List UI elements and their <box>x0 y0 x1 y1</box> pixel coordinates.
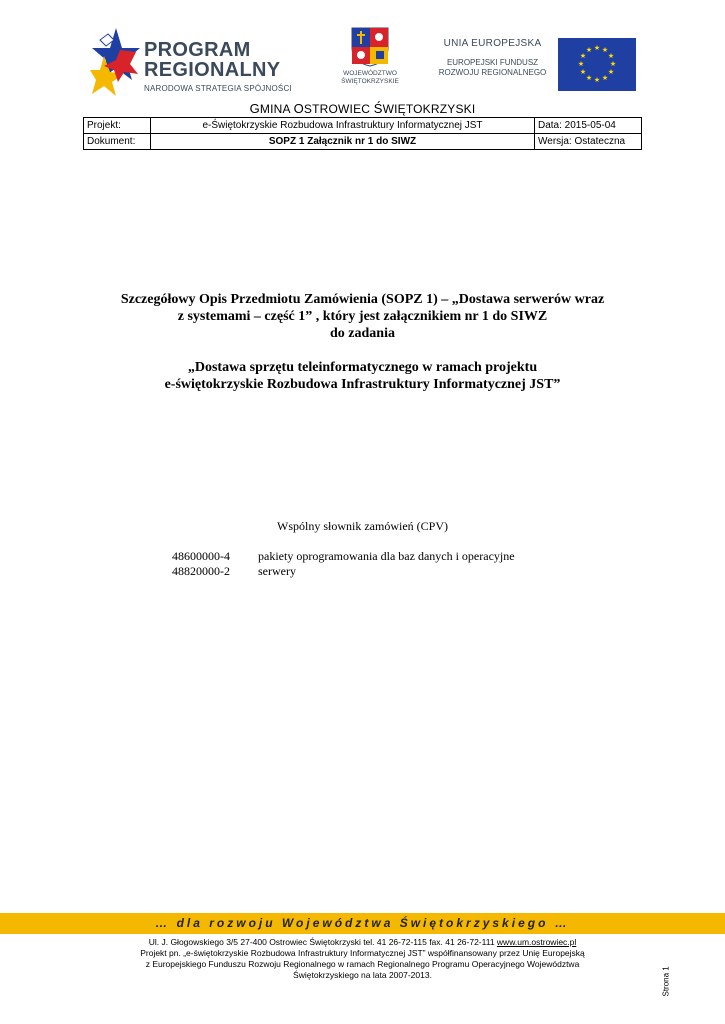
cpv-code: 48820000-2 <box>172 564 230 578</box>
date-cell: Data: 2015-05-04 <box>535 118 642 134</box>
program-line2: REGIONALNY <box>144 59 281 81</box>
svg-text:★: ★ <box>607 52 615 60</box>
version-cell: Wersja: Ostateczna <box>535 134 642 150</box>
header-logos <box>90 22 635 97</box>
svg-text:★: ★ <box>579 52 587 60</box>
document-value: SOPZ 1 Załącznik nr 1 do SIWZ <box>151 134 535 150</box>
svg-text:★: ★ <box>609 60 617 68</box>
cpv-heading: Wspólny słownik zamówień (CPV) <box>277 519 448 533</box>
header-row-project <box>84 118 642 134</box>
gmina-first-letter: G <box>249 101 260 116</box>
ue-subtitle <box>430 58 555 78</box>
cpv-description: pakiety oprogramowania dla baz danych i operacyjne <box>258 549 515 563</box>
ostrowiec-first-letter: O <box>293 101 304 116</box>
cpv-description: serwery <box>258 564 296 578</box>
footer-line3: z Europejskiego Funduszu Rozwoju Regionalnego w ramach Regionalnego Programu Operacyjnego Województwa <box>145 959 580 969</box>
svg-text:★: ★ <box>585 74 593 82</box>
footer-slogan: … dla rozwoju Województwa Świętokrzyskiego … <box>155 916 570 930</box>
program-regionalny-logo <box>90 26 320 96</box>
cpv-code: 48600000-4 <box>172 549 230 563</box>
ue-logo-text <box>430 38 555 78</box>
wojewodztwo-logo <box>338 24 402 96</box>
svg-text:★: ★ <box>607 68 615 76</box>
footer-address-line <box>0 937 725 948</box>
page-number-text: Strona 1 <box>661 966 671 997</box>
subtitle-line2: e-świętokrzyskie Rozbudowa Infrastruktury Informatycznej JST” <box>164 377 561 392</box>
project-label: Projekt: <box>84 118 151 134</box>
svg-text:★: ★ <box>593 76 601 84</box>
page-number <box>660 938 672 997</box>
document-title <box>0 291 725 342</box>
header-row-document <box>84 134 642 150</box>
subtitle-line1: „Dostawa sprzętu teleinformatycznego w ramach projektu <box>187 360 538 375</box>
swietokrzyski-first-letter: Ś <box>373 101 383 116</box>
svg-text:★: ★ <box>577 60 585 68</box>
municipality-title <box>0 101 725 116</box>
document-label: Dokument: <box>84 134 151 150</box>
footer-line2: Projekt pn. „e-świętokrzyskie Rozbudowa Infrastruktury Informatycznej JST” współfinansowany przez Unię Europejską <box>140 948 585 958</box>
swietokrzyski-rest: WIĘTOKRZYSKI <box>382 102 476 116</box>
program-subtitle: NARODOWA STRATEGIA SPÓJNOŚCI <box>144 84 292 93</box>
svg-text:★: ★ <box>601 74 609 82</box>
ue-title: UNIA EUROPEJSKA <box>443 38 542 49</box>
task-title <box>0 359 725 393</box>
star-logo-icon <box>90 26 142 96</box>
cpv-item <box>172 549 515 564</box>
woj-line2: ŚWIĘTOKRZYSKIE <box>341 78 399 85</box>
footer-info <box>0 937 725 981</box>
gmina-rest: MINA <box>259 102 294 116</box>
program-line1: PROGRAM <box>144 39 251 61</box>
coat-of-arms-icon <box>348 24 392 68</box>
svg-text:★: ★ <box>585 46 593 54</box>
woj-line1: WOJEWÓDZTWO <box>343 70 397 77</box>
ue-sub-line1: EUROPEJSKI FUNDUSZ <box>446 58 539 67</box>
title-line3: do zadania <box>330 326 395 341</box>
svg-text:★: ★ <box>601 46 609 54</box>
wojewodztwo-text <box>338 70 402 86</box>
ostrowiec-rest: STROWIEC <box>303 102 374 116</box>
title-line1: Szczegółowy Opis Przedmiotu Zamówienia (SOPZ 1) – „Dostawa serwerów wraz <box>120 292 605 307</box>
svg-text:★: ★ <box>579 68 587 76</box>
footer-slogan-band <box>0 913 725 934</box>
title-line2: z systemami – część 1” , który jest załącznikiem nr 1 do SIWZ <box>177 309 548 324</box>
cpv-item <box>172 564 296 579</box>
document-header-table <box>83 117 642 150</box>
program-logo-text <box>144 40 292 93</box>
project-value: e-Świętokrzyskie Rozbudowa Infrastruktury Informatycznej JST <box>151 118 535 134</box>
ue-sub-line2: ROZWOJU REGIONALNEGO <box>438 68 547 77</box>
footer-website-link[interactable]: www.um.ostrowiec.pl <box>496 937 577 947</box>
footer-address: Ul. J. Głogowskiego 3/5 27-400 Ostrowiec Świętokrzyski tel. 41 26-72-115 fax. 41 26-72-111 <box>148 937 497 947</box>
eu-flag-icon <box>558 38 636 91</box>
svg-text:★: ★ <box>593 44 601 52</box>
footer-line4: Świętokrzyskiego na lata 2007-2013. <box>293 970 432 980</box>
